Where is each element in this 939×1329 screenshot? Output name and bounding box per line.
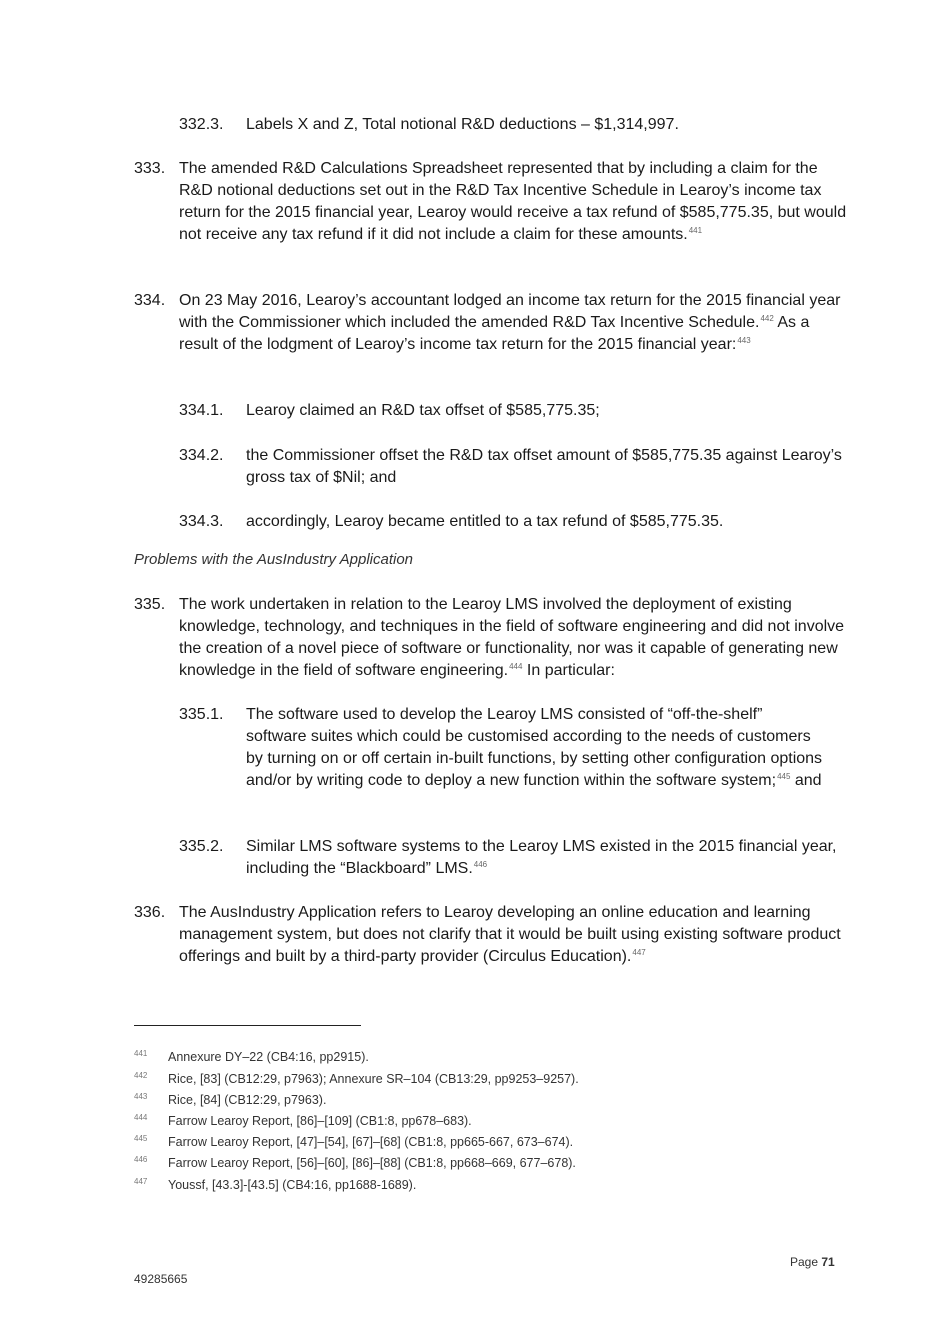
footnote-text: Youssf, [43.3]-[43.5] (CB4:16, pp1688-1689). <box>168 1178 417 1192</box>
paragraph-number: 334. <box>134 292 166 309</box>
footnote-divider <box>134 1025 361 1026</box>
footnote-ref: 447 <box>632 948 646 957</box>
page-label: Page <box>790 1255 819 1269</box>
paragraph-number: 334.3. <box>179 513 224 530</box>
paragraph-text: The amended R&D Calculations Spreadsheet represented that by including a claim for the R&D notional deductions set out in the R&D Tax Incentive Schedule in Learoy’s income tax return for the 2015 financial year, Learoy would receive a tax refund of $585,775.35, but would not receive any tax refund if it did not include a claim for these amounts. <box>179 160 847 243</box>
footnote-text: Farrow Learoy Report, [47]–[54], [67]–[68] (CB1:8, pp665-667, 673–674). <box>168 1135 574 1149</box>
paragraph-body <box>246 836 851 880</box>
document-id: 49285665 <box>134 1272 188 1286</box>
paragraph-text: the Commissioner offset the R&D tax offset amount of $585,775.35 against Learoy’s gross tax of $Nil; and <box>246 447 842 486</box>
paragraph-text: Learoy claimed an R&D tax offset of $585,775.35; <box>246 402 600 419</box>
paragraph-body <box>179 902 851 968</box>
footnote-number: 443 <box>134 1092 148 1101</box>
paragraph-number: 332.3. <box>179 116 224 133</box>
paragraph-text: Labels X and Z, Total notional R&D deductions – $1,314,997. <box>246 116 679 133</box>
paragraph-number: 335.2. <box>179 838 224 855</box>
footnote-number: 442 <box>134 1071 148 1080</box>
footnote-text: Rice, [83] (CB12:29, p7963); Annexure SR–104 (CB13:29, pp9253–9257). <box>168 1072 579 1086</box>
paragraph-text: The work undertaken in relation to the Learoy LMS involved the deployment of existing knowledge, technology, and techniques in the field of software engineering and did not involve the creation of a novel piece of software or functionality, nor was it capable of generating new knowledge in the field of software engineering. <box>179 596 845 679</box>
paragraph-text: accordingly, Learoy became entitled to a tax refund of $585,775.35. <box>246 513 724 530</box>
section-heading: Problems with the AusIndustry Application <box>134 551 414 568</box>
paragraph-text: The software used to develop the Learoy LMS consisted of “off-the-shelf” software suites which could be customised according to the needs of customers by turning on or off certain in-built functions, by setting other configuration options and/or by writing code to deploy a new function within the software system; <box>246 706 823 789</box>
page-number-value: 71 <box>821 1255 835 1269</box>
footnote-number: 447 <box>134 1177 148 1186</box>
footnote-text: Farrow Learoy Report, [56]–[60], [86]–[88] (CB1:8, pp668–669, 677–678). <box>168 1156 576 1170</box>
paragraph-number: 334.1. <box>179 402 224 419</box>
paragraph-number: 334.2. <box>179 447 224 464</box>
paragraph-body <box>179 594 851 682</box>
footnote-ref: 446 <box>473 860 488 869</box>
paragraph-number: 333. <box>134 160 166 177</box>
paragraph-text: As a result of the lodgment of Learoy’s income tax return for the 2015 financial year: <box>179 314 810 353</box>
footnote-text: Annexure DY–22 (CB4:16, pp2915). <box>168 1050 369 1064</box>
paragraph-number: 335.1. <box>179 706 224 723</box>
footnote-number: 444 <box>134 1113 148 1122</box>
paragraph-text: On 23 May 2016, Learoy’s accountant lodged an income tax return for the 2015 financial year with the Commissioner which included the amended R&D Tax Incentive Schedule. <box>179 292 841 331</box>
footnote-ref: 444 <box>509 662 523 671</box>
footnote-ref: 442 <box>760 314 774 323</box>
paragraph-text-after: In particular: <box>522 662 615 679</box>
paragraph-number: 336. <box>134 904 166 921</box>
footnote-number: 446 <box>134 1155 148 1164</box>
paragraph-body <box>246 704 826 792</box>
paragraph-number: 335. <box>134 596 166 613</box>
paragraph-text-after: and <box>790 772 822 789</box>
paragraph-text: Similar LMS software systems to the Learoy LMS existed in the 2015 financial year, including the “Blackboard” LMS. <box>246 838 837 877</box>
paragraph-body <box>179 290 851 356</box>
footnote-ref: 445 <box>777 772 791 781</box>
footnote-text: Farrow Learoy Report, [86]–[109] (CB1:8, pp678–683). <box>168 1114 472 1128</box>
footnote-ref: 441 <box>688 226 703 235</box>
footnote-text: Rice, [84] (CB12:29, p7963). <box>168 1093 327 1107</box>
page-number <box>790 1255 835 1269</box>
footnote-number: 441 <box>134 1049 148 1058</box>
paragraph-body <box>179 158 851 246</box>
footnote-number: 445 <box>134 1134 148 1143</box>
paragraph-text: The AusIndustry Application refers to Learoy developing an online education and learning management system, but does not clarify that it would be built using existing software product offerings and built by a third-party provider (Circulus Education). <box>179 904 841 965</box>
footnote-ref: 443 <box>737 336 751 345</box>
